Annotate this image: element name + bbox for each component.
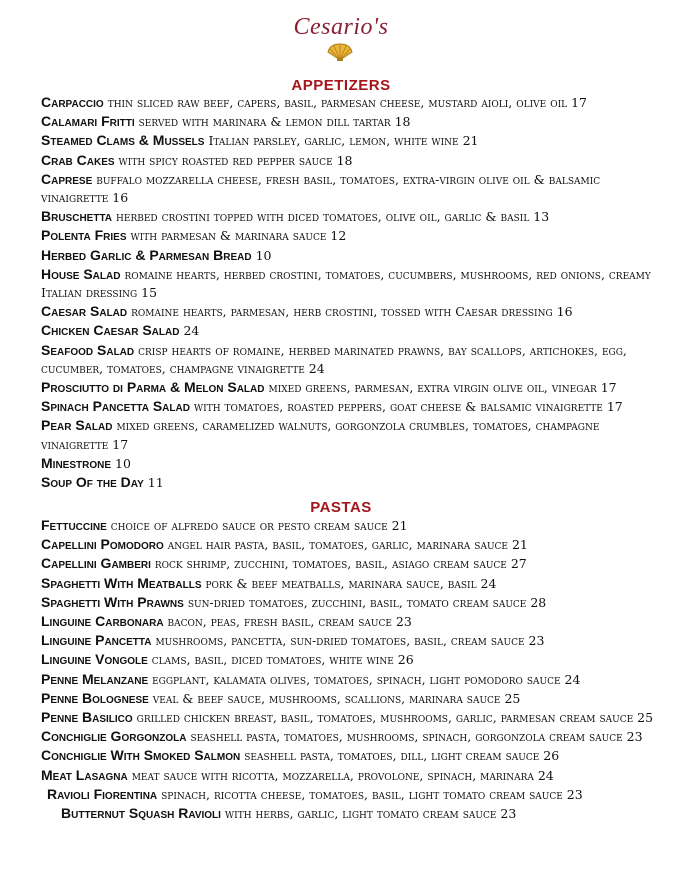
appetizers-list (41, 93, 656, 492)
item-name: Linguine Pancetta (41, 632, 152, 649)
menu-item (41, 454, 656, 473)
menu-item (41, 708, 656, 727)
item-description: thin sliced raw beef, capers, basil, parmesan cheese, mustard aioli, olive oil 17 (107, 95, 587, 110)
menu-item (41, 151, 656, 170)
section-title-pastas: PASTAS (310, 499, 372, 516)
item-description: with tomatoes, roasted peppers, goat cheese & balsamic vinaigrette 17 (193, 399, 623, 415)
item-name: Ravioli Fiorentina (47, 785, 158, 802)
menu-item (41, 593, 656, 612)
item-name: Caprese (41, 170, 93, 187)
item-name: Crab Cakes (41, 151, 115, 168)
item-description: sun-dried tomatoes, zucchini, basil, tomato cream sauce 28 (187, 594, 547, 610)
menu-item (41, 670, 656, 689)
item-name: Spinach Pancetta Salad (41, 398, 190, 415)
item-description: mixed greens, parmesan, extra virgin olive oil, vinegar 17 (268, 380, 617, 396)
item-name: Carpaccio (41, 94, 104, 110)
item-description: with parmesan & marinara sauce 12 (130, 228, 347, 244)
item-description: choice of alfredo sauce or pesto cream sauce 21 (110, 518, 408, 533)
item-description: Italian parsley, garlic, lemon, white wine 21 (208, 133, 479, 149)
menu-item (41, 766, 656, 785)
logo-text: Cesario's (293, 14, 389, 40)
item-name: Herbed Garlic & Parmesan Bread (41, 246, 252, 263)
menu-item (41, 612, 656, 631)
item-name: Penne Melanzane (41, 670, 149, 687)
restaurant-logo (0, 14, 682, 41)
menu-item (41, 93, 656, 112)
item-description: 11 (147, 475, 164, 491)
item-description: rock shrimp, zucchini, tomatoes, basil, asiago cream sauce 27 (154, 556, 527, 572)
item-description: angel hair pasta, basil, tomatoes, garlic, marinara sauce 21 (167, 537, 528, 553)
scallop-shell-icon (325, 42, 355, 62)
item-description: 10 (115, 455, 131, 471)
item-name: Pear Salad (41, 417, 113, 434)
item-name: Calamari Fritti (41, 113, 135, 130)
item-description: pork & beef meatballs, marinara sauce, basil 24 (205, 575, 497, 591)
menu-item (41, 574, 656, 593)
menu-item (41, 321, 656, 340)
item-name: Spaghetti With Prawns (41, 593, 184, 610)
item-description: seashell pasta, tomatoes, mushrooms, spinach, gorgonzola cream sauce 23 (190, 729, 643, 745)
item-description: romaine hearts, parmesan, herb crostini, tossed with Caesar dressing 16 (131, 304, 573, 320)
item-description: mixed greens, caramelized walnuts, gorgonzola crumbles, tomatoes, champagne vinaigrette 17 (41, 418, 600, 452)
menu-item (41, 473, 656, 492)
item-description: 10 (255, 247, 272, 263)
item-description: seashell pasta, tomatoes, dill, light cream sauce 26 (244, 748, 560, 764)
menu-item (41, 112, 656, 131)
item-description: with spicy roasted red pepper sauce 18 (118, 152, 353, 168)
menu-item (41, 554, 656, 573)
menu-item (41, 131, 656, 150)
item-description: crisp hearts of romaine, herbed marinated prawns, bay scallops, artichokes, egg, cucumber, tomatoes, champagne vinaigrette 24 (41, 342, 627, 376)
item-name: Penne Basilico (41, 709, 133, 726)
pastas-list (41, 516, 656, 823)
item-name: Capellini Gamberi (41, 555, 151, 572)
item-name: Linguine Vongole (41, 651, 148, 668)
item-description: clams, basil, diced tomatoes, white wine 26 (151, 652, 414, 668)
menu-item (41, 650, 656, 669)
menu-item (41, 397, 656, 416)
menu-item (41, 302, 656, 321)
menu-item (41, 727, 656, 746)
item-description: veal & beef sauce, mushrooms, scallions, marinara sauce 25 (152, 690, 521, 706)
menu-item (41, 535, 656, 554)
item-name: Penne Bolognese (41, 689, 149, 706)
menu-item (41, 416, 656, 453)
item-name: Prosciutto di Parma & Melon Salad (41, 379, 265, 396)
menu-item (41, 246, 656, 265)
menu-item (41, 746, 656, 765)
item-name: Conchiglie Gorgonzola (41, 728, 187, 745)
item-description: romaine hearts, herbed crostini, tomatoes, cucumbers, mushrooms, red onions, creamy Italian dressing 15 (41, 266, 651, 301)
menu-item (41, 265, 656, 302)
menu-item (41, 804, 656, 823)
item-name: House Salad (41, 265, 121, 282)
item-description: herbed crostini topped with diced tomatoes, olive oil, garlic & basil 13 (116, 209, 550, 225)
item-description: 24 (183, 323, 200, 339)
section-title-appetizers: APPETIZERS (291, 77, 391, 94)
item-name: Conchiglie With Smoked Salmon (41, 747, 241, 764)
item-description: grilled chicken breast, basil, tomatoes, mushrooms, garlic, parmesan cream sauce 25 (136, 710, 654, 726)
item-name: Steamed Clams & Mussels (41, 132, 205, 149)
menu-item (41, 170, 656, 207)
item-name: Fettuccine (41, 517, 107, 533)
menu-item (41, 516, 656, 535)
item-description: bacon, peas, fresh basil, cream sauce 23 (167, 614, 412, 630)
menu-item (41, 785, 656, 804)
item-name: Capellini Pomodoro (41, 536, 164, 553)
menu-item (41, 631, 656, 650)
item-name: Linguine Carbonara (41, 613, 164, 630)
menu-item (41, 207, 656, 226)
item-name: Minestrone (41, 454, 112, 471)
item-description: eggplant, kalamata olives, tomatoes, spinach, light pomodoro sauce 24 (152, 671, 581, 687)
item-name: Soup Of the Day (41, 474, 144, 491)
item-description: with herbs, garlic, light tomato cream sauce 23 (224, 806, 517, 822)
menu-item (41, 689, 656, 708)
item-description: mushrooms, pancetta, sun-dried tomatoes, basil, cream sauce 23 (155, 633, 545, 649)
item-description: meat sauce with ricotta, mozzarella, provolone, spinach, marinara 24 (131, 767, 554, 783)
item-name: Seafood Salad (41, 341, 135, 358)
menu-item (41, 341, 656, 378)
item-name: Polenta Fries (41, 227, 127, 244)
item-name: Spaghetti With Meatballs (41, 574, 202, 591)
item-name: Caesar Salad (41, 303, 128, 320)
item-description: buffalo mozzarella cheese, fresh basil, tomatoes, extra-virgin olive oil & balsamic vinaigrette 16 (41, 171, 601, 206)
menu-item (41, 226, 656, 245)
item-description: spinach, ricotta cheese, tomatoes, basil, light tomato cream sauce 23 (161, 786, 583, 802)
menu-item (41, 378, 656, 397)
item-name: Butternut Squash Ravioli (61, 805, 221, 822)
item-name: Chicken Caesar Salad (41, 322, 180, 339)
item-name: Bruschetta (41, 208, 113, 225)
item-name: Meat Lasagna (41, 766, 128, 783)
item-description: served with marinara & lemon dill tartar 18 (138, 114, 411, 130)
